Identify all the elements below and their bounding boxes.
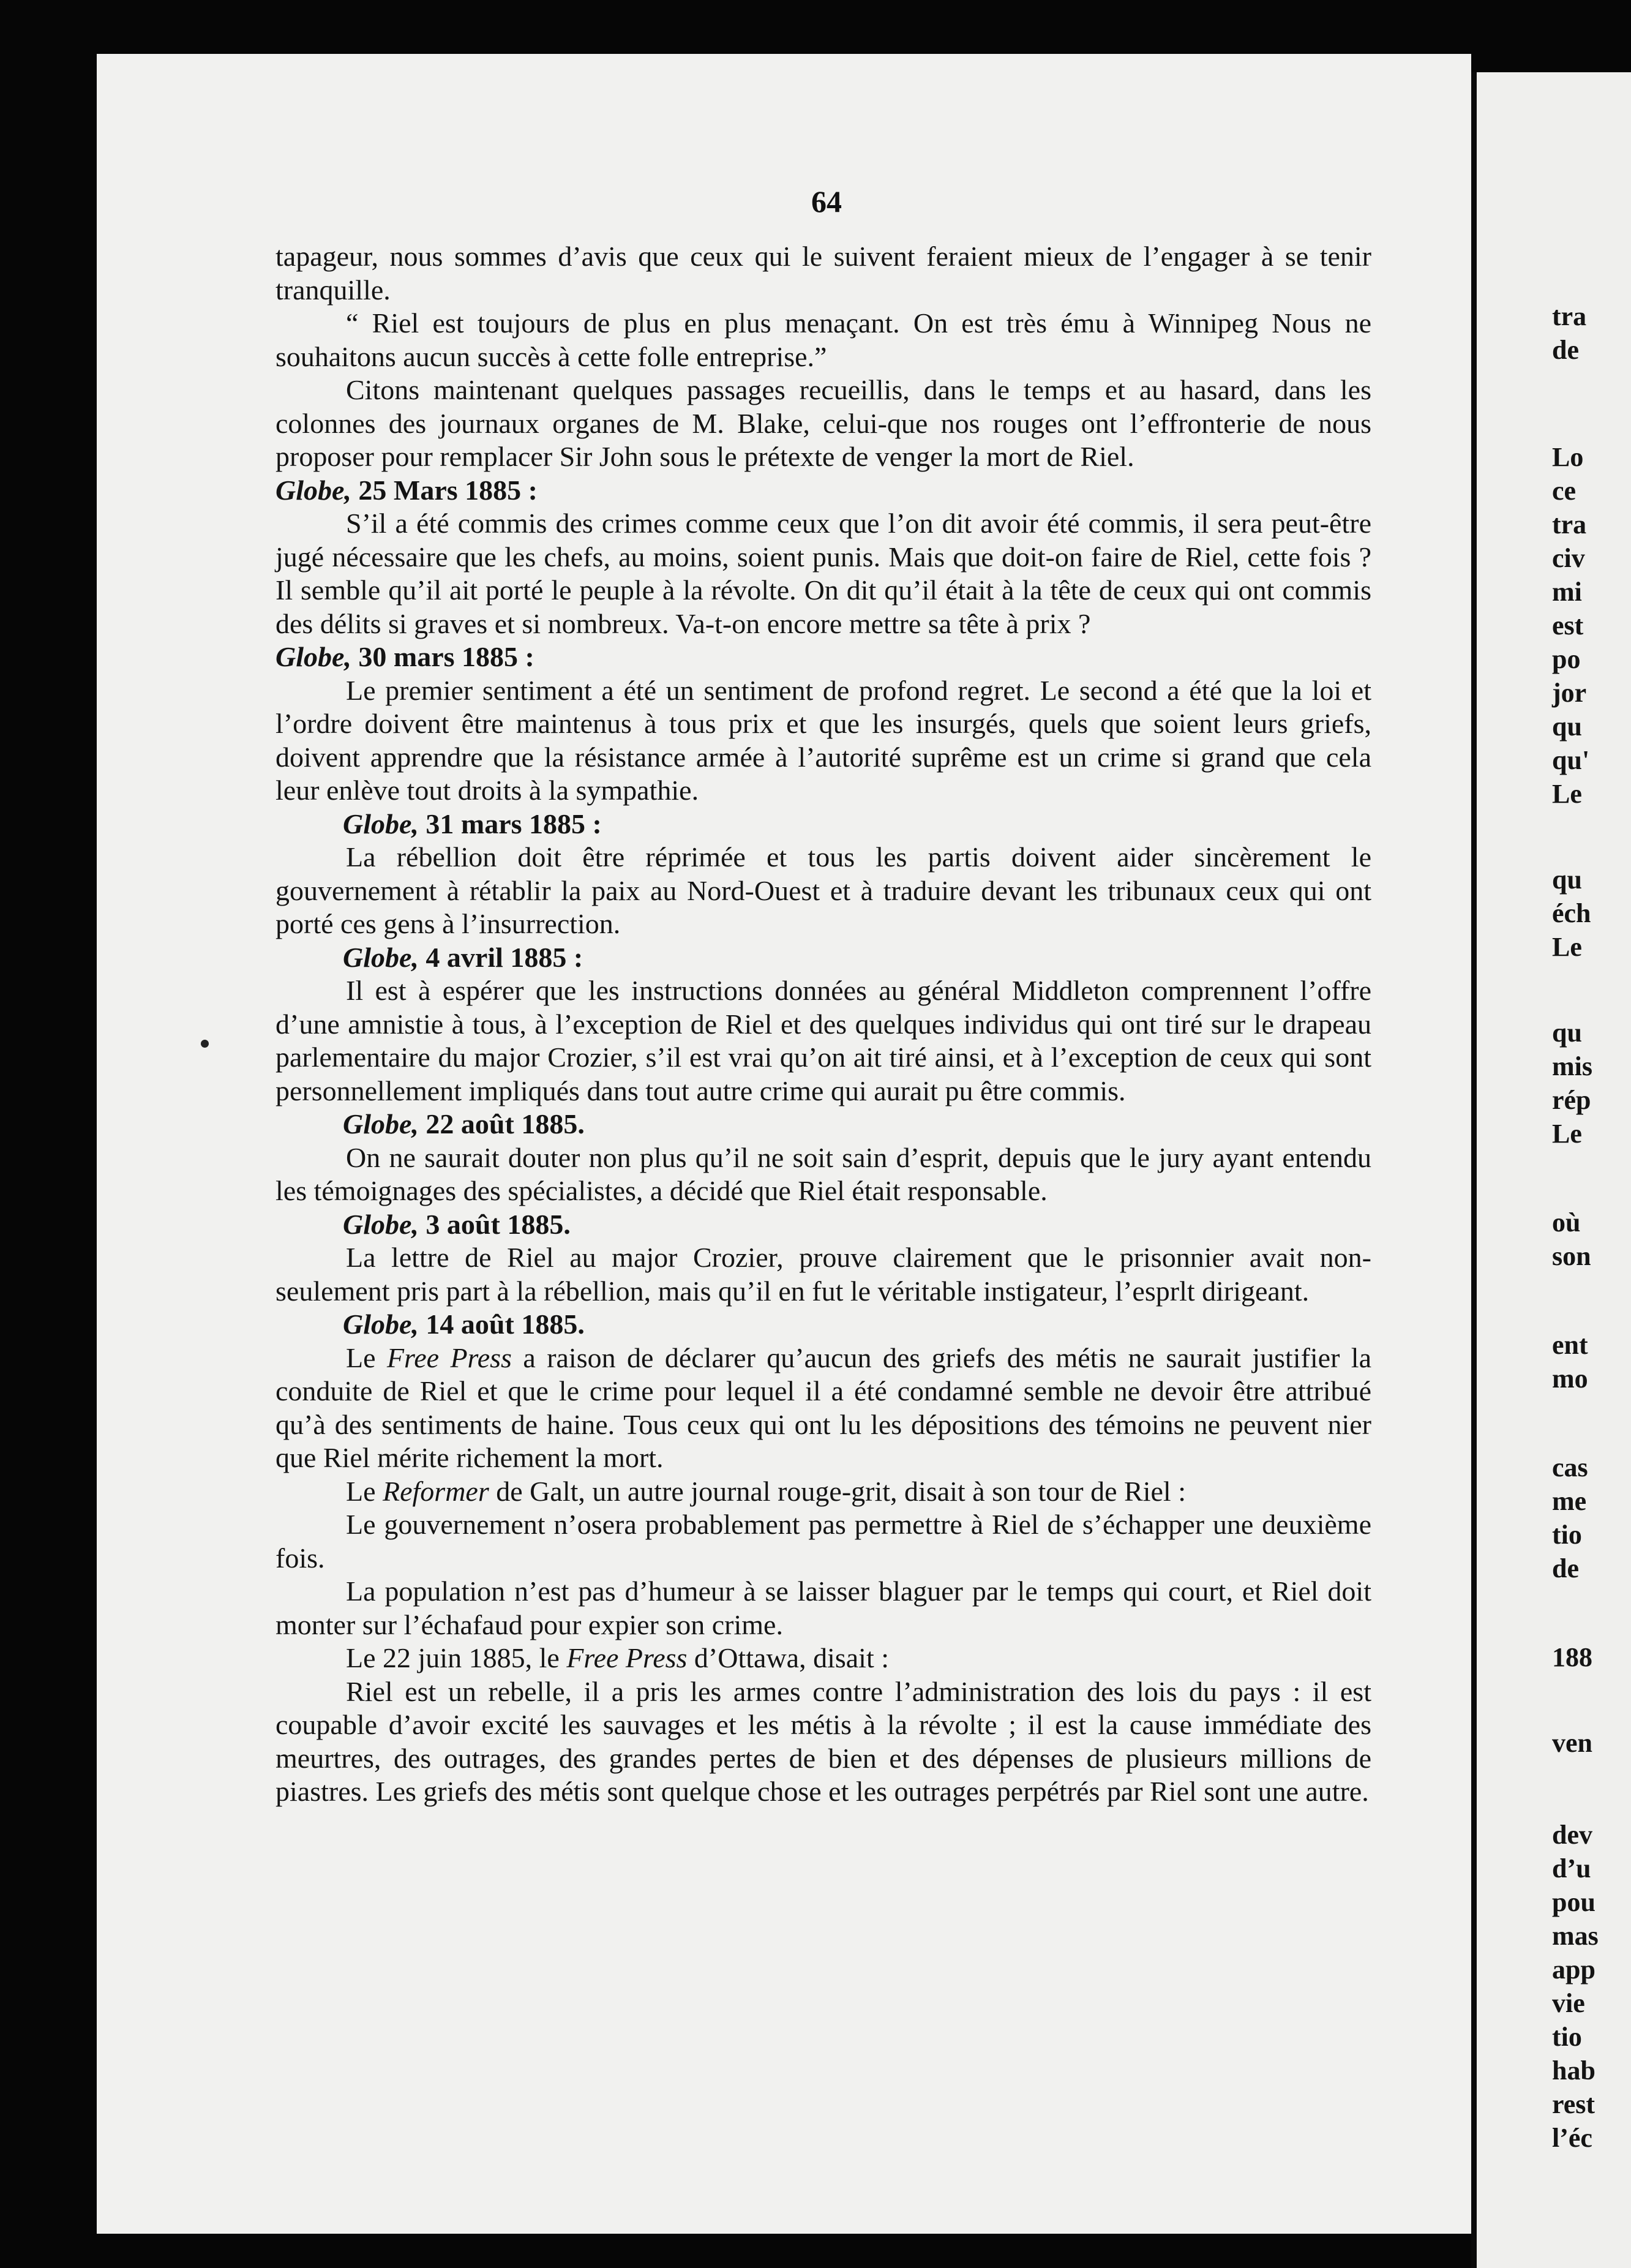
adjacent-page-fragment: cas (1552, 1452, 1588, 1482)
adjacent-page-fragment: tra (1552, 509, 1587, 539)
paragraph: Le gouvernement n’osera probablement pas permettre à Riel de s’échapper une deuxième fois. (276, 1509, 1371, 1574)
adjacent-page-fragment: qu (1552, 1018, 1582, 1048)
adjacent-page-fragment: me (1552, 1486, 1587, 1516)
paragraph: La population n’est pas d’humeur à se laisser blaguer par le temps qui court, et Riel doit monter sur l’échafaud pour expier son crime. (276, 1575, 1371, 1640)
paragraph: La rébellion doit être réprimée et tous les partis doivent aider sincèrement le gouvernement à rétablir la paix au Nord-Ouest et à traduire devant les tribunaux ceux qui ont porté ces gens à l’insurrection. (276, 841, 1371, 939)
adjacent-page-fragment: ent (1552, 1330, 1588, 1360)
citation-heading (276, 941, 1371, 975)
adjacent-page-fragment: po (1552, 644, 1581, 674)
paragraph: tapageur, nous sommes d’avis que ceux qui le suivent feraient mieux de l’engager à se tenir tranquille. (276, 241, 1371, 306)
adjacent-page-fragment: qu (1552, 865, 1582, 895)
adjacent-page-fragment: Le (1552, 1119, 1582, 1149)
adjacent-page-fragment: où (1552, 1207, 1581, 1237)
adjacent-page-fragment: hab (1552, 2056, 1595, 2086)
adjacent-page-fragment: d’u (1552, 1853, 1591, 1883)
adjacent-page-fragment: de (1552, 1553, 1579, 1583)
adjacent-page-fragment: tio (1552, 2022, 1582, 2052)
citation-source: Globe, (343, 941, 419, 973)
citation-heading (276, 808, 1371, 841)
adjacent-page-fragment: mi (1552, 577, 1582, 607)
citation-heading (276, 1208, 1371, 1242)
adjacent-page-fragment: Lo (1552, 442, 1584, 472)
citation-source: Globe, (276, 641, 351, 672)
adjacent-page-fragment: mis (1552, 1051, 1592, 1081)
citation-source: Globe, (276, 474, 351, 506)
paragraph-text: de Galt, un autre journal rouge-grit, disait à son tour de Riel : (489, 1475, 1186, 1507)
paragraph: La lettre de Riel au major Crozier, prouve clairement que le prisonnier avait non-seulement pris part à la rébellion, mais qu’il en fut le véritable instigateur, l’esprlt dirigeant. (276, 1242, 1371, 1307)
citation-source: Globe, (343, 1208, 419, 1240)
paragraph (276, 1642, 1371, 1675)
adjacent-page-fragment: son (1552, 1241, 1591, 1271)
paragraph: Riel est un rebelle, il a pris les armes contre l’administration des lois du pays : il est coupable d’avoir excité les sauvages et les métis à la révolte ; il est la cause immédiate des meurtres, des outrages, des grandes pertes de bien et des dépenses de plusieurs millions de piastres. Les griefs des métis sont quelque chose et les outrages perpétrés par Riel sont une autre. (276, 1675, 1371, 1807)
paragraph: Citons maintenant quelques passages recueillis, dans le temps et au hasard, dans les colonnes des journaux organes de M. Blake, celui-que nos rouges ont l’effronterie de nous proposer pour remplacer Sir John sous le prétexte de venger la mort de Riel. (276, 374, 1371, 472)
adjacent-page-fragment: éch (1552, 898, 1591, 928)
paragraph (276, 1475, 1371, 1509)
paragraph-text: Le (346, 1475, 383, 1507)
adjacent-page-fragment: vie (1552, 1988, 1585, 2018)
page-number: 64 (811, 184, 842, 219)
paragraph: Le premier sentiment a été un sentiment de profond regret. Le second a été que la loi et l’ordre doivent être maintenus à tous prix et que les insurgés, quels que soient leurs griefs, doivent apprendre que la résistance armée à l’autorité suprême est un crime si grand que cela leur enlève tout droits à la sympathie. (276, 674, 1371, 806)
adjacent-page-fragment: qu (1552, 712, 1582, 742)
paragraph: Il est à espérer que les instructions données au général Middleton comprennent l’offre d’une amnistie à tous, à l’exception de Riel et des quelques individus qui ont tiré sur le drapeau parlementaire du major Crozier, s’il est vrai qu’on ait tiré ainsi, et à l’exception de ceux qui sont personnellement impliqués dans tout autre crime qui aurait pu être commis. (276, 975, 1371, 1106)
paragraph-text: d’Ottawa, disait : (687, 1642, 890, 1673)
citation-date: 14 août 1885. (418, 1309, 585, 1340)
adjacent-page-edge (1477, 72, 1631, 2268)
paragraph-text: Le (346, 1342, 387, 1373)
citation-source: Globe, (343, 808, 419, 839)
paragraph: S’il a été commis des crimes comme ceux que l’on dit avoir été commis, il sera peut-être jugé nécessaire que les chefs, au moins, soient punis. Mais que doit-on faire de Riel, cette fois ? Il semble qu’il ait porté le peuple à la révolte. On dit qu’il était à la tête de ceux qui ont commis des délits si graves et si nombreux. Va-t-on encore mettre sa tête à prix ? (276, 508, 1371, 639)
paragraph-text: Le 22 juin 1885, le (346, 1642, 567, 1673)
page-gutter (1471, 72, 1477, 2268)
adjacent-page-fragment: jor (1552, 678, 1587, 708)
citation-date: 3 août 1885. (418, 1208, 571, 1240)
adjacent-page-fragment: app (1552, 1954, 1595, 1984)
newspaper-title: Free Press (566, 1642, 688, 1673)
citation-date: 25 Mars 1885 : (351, 474, 538, 506)
adjacent-page-fragment: est (1552, 610, 1584, 640)
citation-date: 30 mars 1885 : (351, 641, 534, 672)
citation-heading (276, 1308, 1371, 1342)
adjacent-page-fragment: ven (1552, 1728, 1592, 1758)
citation-heading (276, 1108, 1371, 1141)
adjacent-page-fragment: mas (1552, 1921, 1599, 1951)
newspaper-title: Reformer (383, 1475, 489, 1507)
adjacent-page-fragment: dev (1552, 1820, 1592, 1850)
adjacent-page-fragment: tra (1552, 301, 1587, 331)
citation-source: Globe, (343, 1108, 419, 1140)
newspaper-title: Free Press (386, 1342, 512, 1373)
adjacent-page-fragment: civ (1552, 543, 1585, 573)
paragraph (276, 1342, 1371, 1475)
adjacent-page-fragment: 188 (1552, 1642, 1592, 1672)
citation-source: Globe, (343, 1309, 419, 1340)
citation-date: 4 avril 1885 : (418, 941, 583, 973)
adjacent-page-fragment: pou (1552, 1887, 1595, 1917)
adjacent-page-fragment: rép (1552, 1085, 1591, 1115)
margin-dot (201, 1040, 209, 1048)
paragraph: “ Riel est toujours de plus en plus menaçant. On est très ému à Winnipeg Nous ne souhaitons aucun succès à cette folle entreprise.” (276, 307, 1371, 372)
adjacent-page-fragment: rest (1552, 2089, 1595, 2119)
adjacent-page-fragment: ce (1552, 476, 1577, 506)
paragraph-text: a raison de déclarer qu’aucun des griefs des métis ne saurait justifier la conduite de Riel et que le crime pour lequel il a été condamné semble ne devoir être attribué qu’à des sentiments de haine. Tous ceux qui ont lu les dépositions des témoins ne peuvent nier que Riel mérite richement la mort. (276, 1342, 1372, 1473)
adjacent-page-fragment: Le (1552, 779, 1582, 809)
document-body (276, 240, 1371, 1809)
adjacent-page-fragment: Le (1552, 932, 1582, 962)
citation-heading (276, 474, 1371, 508)
adjacent-page-fragment: qu' (1552, 745, 1590, 775)
adjacent-page-fragment: de (1552, 335, 1579, 365)
adjacent-page-fragment: tio (1552, 1520, 1582, 1550)
citation-date: 31 mars 1885 : (418, 808, 602, 839)
citation-heading (276, 640, 1371, 674)
citation-date: 22 août 1885. (418, 1108, 585, 1140)
adjacent-page-fragment: l’éc (1552, 2123, 1592, 2153)
paragraph: On ne saurait douter non plus qu’il ne soit sain d’esprit, depuis que le jury ayant entendu les témoignages des spécialistes, a décidé que Riel était responsable. (276, 1141, 1371, 1206)
adjacent-page-fragment: mo (1552, 1364, 1588, 1394)
